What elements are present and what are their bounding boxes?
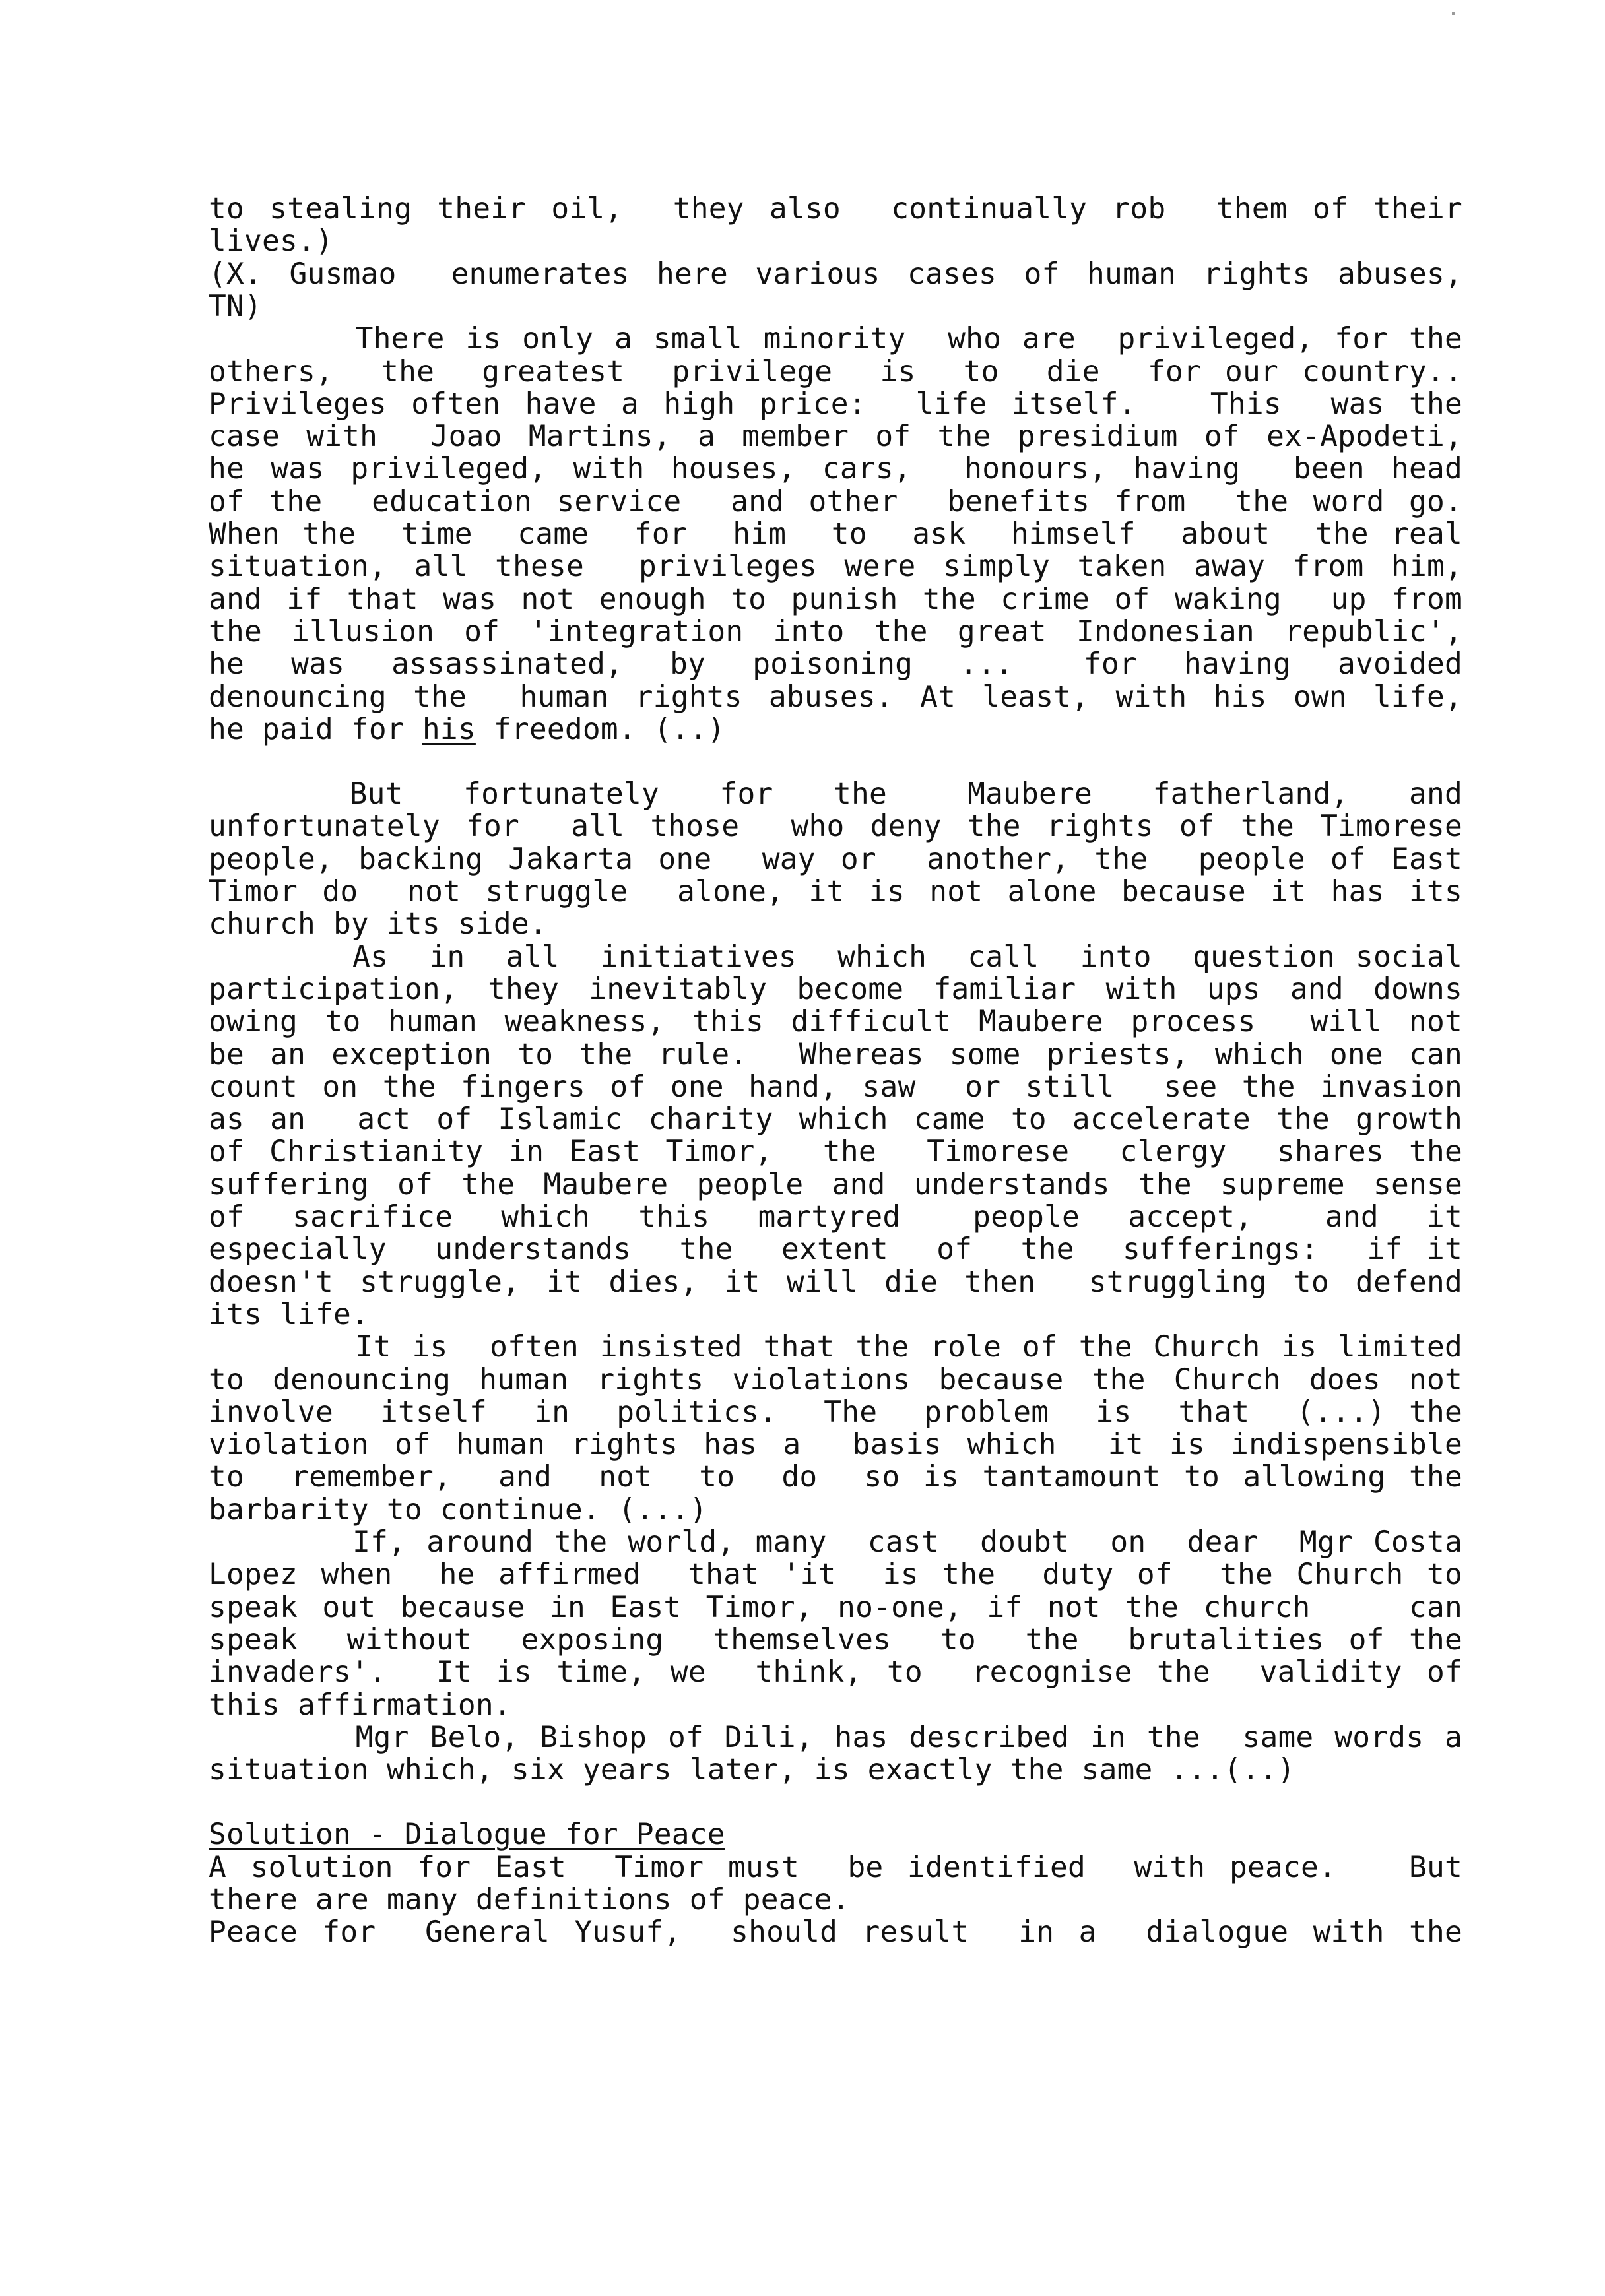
paragraph-1-line: (X. Gusmao enumerates here various cases of human rights abuses, — [209, 257, 1462, 291]
section-line: Peace for General Yusuf, should result in a dialogue with the — [209, 1915, 1462, 1950]
paragraph-4-line: be an exception to the rule. Whereas some priests, which one can — [209, 1037, 1462, 1071]
paragraph-2-line: the illusion of 'integration into the great Indonesian republic', — [209, 614, 1462, 649]
paragraph-2-line: he was privileged, with houses, cars, honours, having been head — [209, 452, 1462, 486]
paragraph-6-line: speak without exposing themselves to the brutalities of the — [209, 1622, 1462, 1657]
section-line: A solution for East Timor must be identified with peace. But — [209, 1850, 1462, 1884]
paragraph-2-line: Privileges often have a high price: life itself. This was the — [209, 387, 1462, 421]
paragraph-4-line: count on the fingers of one hand, saw or still see the invasion — [209, 1069, 1462, 1104]
paragraph-7-line: situation which, six years later, is exactly the same ...(..) — [209, 1753, 1295, 1787]
paragraph-0-line: to stealing their oil, they also continually rob them of their — [209, 192, 1462, 226]
paragraph-2-line: others, the greatest privilege is to die for our country.. — [209, 354, 1462, 389]
paragraph-4-line: participation, they inevitably become familiar with ups and downs — [209, 972, 1462, 1006]
paragraph-3-line: unfortunately for all those who deny the rights of the Timorese — [209, 810, 1462, 844]
paragraph-2-line: he was assassinated, by poisoning ... for having avoided — [209, 647, 1462, 682]
paragraph-2-line: denouncing the human rights abuses. At least, with his own life, — [209, 680, 1462, 714]
paragraph-2-line: When the time came for him to ask himself about the real — [209, 517, 1462, 551]
paragraph-5-line: to denouncing human rights violations because the Church does not — [209, 1362, 1462, 1397]
paragraph-0-line: lives.) — [209, 224, 333, 259]
paragraph-4-line: owing to human weakness, this difficult Maubere process will not — [209, 1005, 1462, 1039]
paragraph-5-line: barbarity to continue. (...) — [209, 1492, 707, 1527]
section-line: there are many definitions of peace. — [209, 1883, 850, 1917]
section-heading: Solution - Dialogue for Peace — [209, 1818, 725, 1852]
paragraph-5-line: involve itself in politics. The problem is that (...) the — [209, 1395, 1462, 1429]
paragraph-6-line: speak out because in East Timor, no-one, if not the church can — [209, 1590, 1462, 1624]
paragraph-2-line: of the education service and other benefits from the word go. — [209, 484, 1462, 519]
paragraph-5-line: to remember, and not to do so is tantamount to allowing the — [209, 1460, 1462, 1494]
paragraph-4-line: especially understands the extent of the sufferings: if it — [209, 1232, 1462, 1267]
paragraph-4-line: of sacrifice which this martyred people accept, and it — [209, 1200, 1462, 1234]
scan-mark — [1452, 12, 1455, 15]
last-line-before: he paid for — [209, 712, 422, 746]
paragraph-7-line: Mgr Belo, Bishop of Dili, has described in the same words a — [209, 1720, 1462, 1754]
paragraph-2-last-line — [209, 713, 1462, 746]
paragraph-4-line: as an act of Islamic charity which came to accelerate the growth — [209, 1102, 1462, 1137]
paragraph-2-line: case with Joao Martins, a member of the presidium of ex-Apodeti, — [209, 420, 1462, 454]
paragraph-6-line: invaders'. It is time, we think, to recognise the validity of — [209, 1655, 1462, 1690]
paragraph-6-line: Lopez when he affirmed that 'it is the duty of the Church to — [209, 1558, 1462, 1592]
paragraph-3-line: people, backing Jakarta one way or another, the people of East — [209, 842, 1462, 876]
paragraph-6-line: this affirmation. — [209, 1688, 511, 1722]
paragraph-2-line: situation, all these privileges were simply taken away from him, — [209, 550, 1462, 584]
paragraph-5-line: It is often insisted that the role of the Church is limited — [209, 1330, 1462, 1364]
paragraph-4-line: of Christianity in East Timor, the Timorese clergy shares the — [209, 1135, 1462, 1169]
last-line-after: freedom. (..) — [475, 712, 725, 746]
paragraph-4-line: suffering of the Maubere people and understands the supreme sense — [209, 1167, 1462, 1201]
paragraph-3-line: Timor do not struggle alone, it is not alone because it has its — [209, 875, 1462, 909]
underlined-word: his — [422, 712, 476, 746]
paragraph-4-line: its life. — [209, 1297, 369, 1331]
paragraph-4-line: As in all initiatives which call into question social — [209, 940, 1462, 974]
paragraph-2-line: and if that was not enough to punish the crime of waking up from — [209, 582, 1462, 616]
paragraph-2-line: There is only a small minority who are privileged, for the — [209, 322, 1462, 356]
paragraph-5-line: violation of human rights has a basis which it is indispensible — [209, 1428, 1462, 1462]
paragraph-6-line: If, around the world, many cast doubt on dear Mgr Costa — [209, 1525, 1462, 1559]
paragraph-1-line: TN) — [209, 289, 262, 323]
paragraph-3-line: But fortunately for the Maubere fatherland, and — [209, 777, 1462, 812]
paragraph-3-line: church by its side. — [209, 907, 547, 941]
paragraph-4-line: doesn't struggle, it dies, it will die then struggling to defend — [209, 1265, 1462, 1299]
